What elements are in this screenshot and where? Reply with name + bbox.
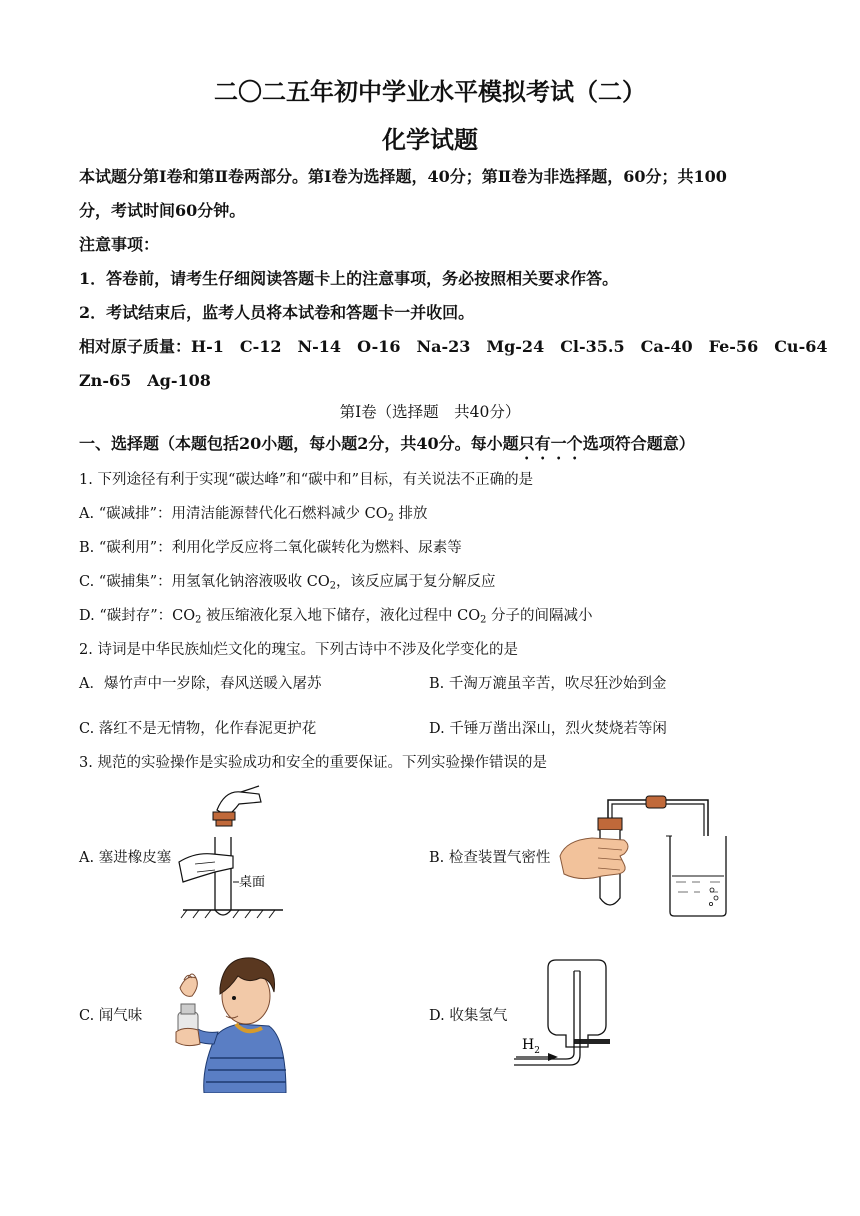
airtightness-figure <box>558 790 733 920</box>
emphasis-text: 只有一个 <box>518 434 583 453</box>
q2-option-b: B. 千淘万漉虽辛苦，吹尽狂沙始到金 <box>429 676 667 692</box>
q3-option-c: C. 闻气味 <box>79 1008 143 1024</box>
q3-option-b: B. 检查装置气密性 <box>429 850 551 866</box>
note-2: 2．考试结束后，监考人员将本试卷和答题卡一并收回。 <box>79 303 475 322</box>
notes-heading: 注意事项： <box>79 235 160 254</box>
q1-option-c: C. “碳捕集”：用氢氧化钠溶液吸收 $CO_2$，该反应属于复分解反应 <box>79 574 496 592</box>
q2-option-d: D. 千锤万凿出深山，烈火焚烧若等闲 <box>429 721 667 737</box>
q1-option-a: A. “碳减排”：用清洁能源替代化石燃料减少 $CO_2$ 排放 <box>79 506 428 524</box>
intro-line-2: 分，考试时间60分钟。 <box>79 201 246 220</box>
subject-title: 化学试题 <box>382 125 478 154</box>
table-label: 桌面 <box>239 875 266 890</box>
q2-option-a: A．爆竹声中一岁除，春风送暖入屠苏 <box>79 676 322 692</box>
q3-option-a: A. 塞进橡皮塞 <box>79 850 172 866</box>
q1-option-b: B. “碳利用”：利用化学反应将二氧化碳转化为燃料、尿素等 <box>79 540 462 556</box>
q1-stem: 1. 下列途径有利于实现“碳达峰”和“碳中和”目标，有关说法不正确的是 <box>79 472 534 488</box>
smelling-figure <box>174 948 289 1093</box>
intro-line-1: 本试题分第Ⅰ卷和第Ⅱ卷两部分。第Ⅰ卷为选择题，40分；第Ⅱ卷为非选择题，60分；共100 <box>79 167 727 186</box>
note-1: 1．答卷前，请考生仔细阅读答题卡上的注意事项，务必按照相关要求作答。 <box>79 269 619 288</box>
q3-stem: 3. 规范的实验操作是实验成功和安全的重要保证。下列实验操作错误的是 <box>79 755 547 771</box>
q2-stem: 2. 诗词是中华民族灿烂文化的瑰宝。下列古诗中不涉及化学变化的是 <box>79 642 518 658</box>
h2-label: $H_2$ <box>522 1037 540 1056</box>
part1-heading: 第Ⅰ卷（选择题 共40分） <box>339 403 521 421</box>
hydrogen-collection-figure <box>514 955 614 1070</box>
q1-option-d: D. “碳封存”：$CO_2$ 被压缩液化泵入地下储存，液化过程中 $CO_2$ 分子的间隔减小 <box>79 608 593 626</box>
atomic-mass-line-2: Zn-65 Ag-108 <box>79 371 211 390</box>
exam-title: 二〇二五年初中学业水平模拟考试（二） <box>214 77 646 106</box>
q2-option-c: C. 落红不是无情物，化作春泥更护花 <box>79 721 317 737</box>
q3-option-d: D. 收集氢气 <box>429 1008 508 1024</box>
atomic-mass-line-1: 相对原子质量：H-1 C-12 N-14 O-16 Na-23 Mg-24 Cl-35.5 Ca-40 Fe-56 Cu-64 <box>79 337 828 356</box>
section-heading: 一、选择题（本题包括20小题，每小题2分，共40分。每小题只有一个选项符合题意） <box>79 434 695 453</box>
stopper-insertion-figure <box>175 782 290 922</box>
